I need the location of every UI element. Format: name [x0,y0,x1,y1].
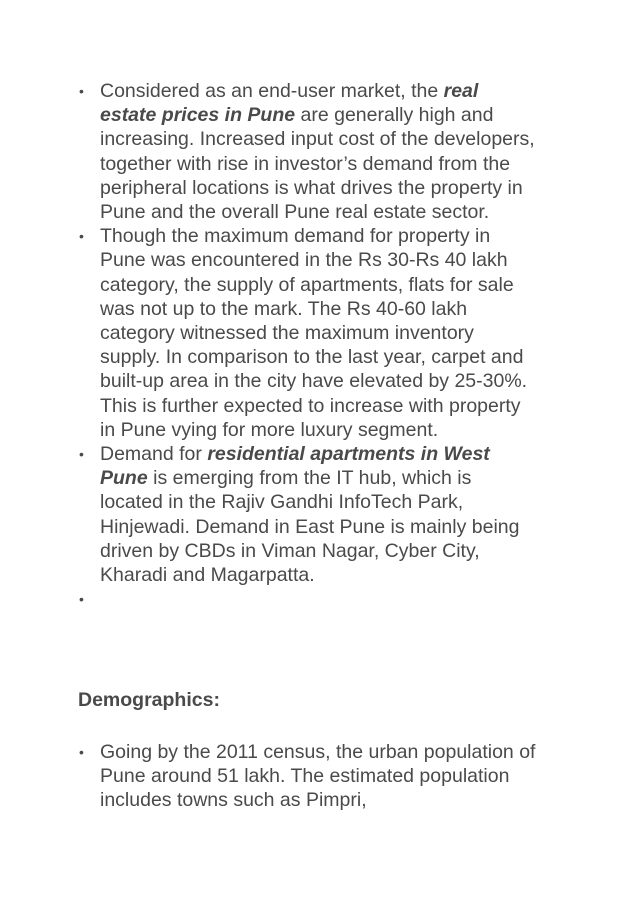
list-item [78,740,538,813]
bullet-icon: • [79,83,84,99]
item-text: is emerging from the IT hub, which is located in the Rajiv Gandhi InfoTech Park, Hinjewadi. Demand in East Pune is mainly being driven by CBDs in Viman Nagar, Cyber City, Kharadi and Magarpatta. [100,467,520,587]
bullet-icon: • [79,446,84,463]
bullet-icon: • [79,591,84,608]
list-item [78,442,538,587]
item-text: are generally high and increasing. Increased input cost of the developers, together with rise in investor’s demand from the peripheral locations is what drives the property in Pune and the overall Pune real estate sector. [100,104,535,224]
item-text: Considered as an end-user market, the [100,80,444,102]
bullet-list-demographics [78,740,538,813]
bullet-icon: • [79,228,84,245]
item-text: Though the maximum demand for property in Pune was encountered in the Rs 30-Rs 40 lakh category, the supply of apartments, flats for sale was not up to the mark. The Rs 40-60 lakh category witnessed the maximum inventory supply. In comparison to the last year, carpet and built-up area in the city have elevated by 25-30%. This is further expected to increase with property in Pune vying for more luxury segment. [100,225,528,441]
bullet-icon: • [79,744,84,760]
item-text: Going by the 2011 census, the urban population of Pune around 51 lakh. The estimated population includes towns such as Pimpri, [100,741,536,812]
bullet-list-market [78,79,538,617]
list-item [78,224,538,442]
item-text: Demand for [100,443,208,466]
list-item-empty [78,587,538,617]
list-item [78,79,538,224]
section-heading: Demographics: [78,689,220,711]
emphasis-text: residential apartments in West Pune [100,443,490,490]
emphasis-text: real estate prices in Pune [100,80,479,127]
